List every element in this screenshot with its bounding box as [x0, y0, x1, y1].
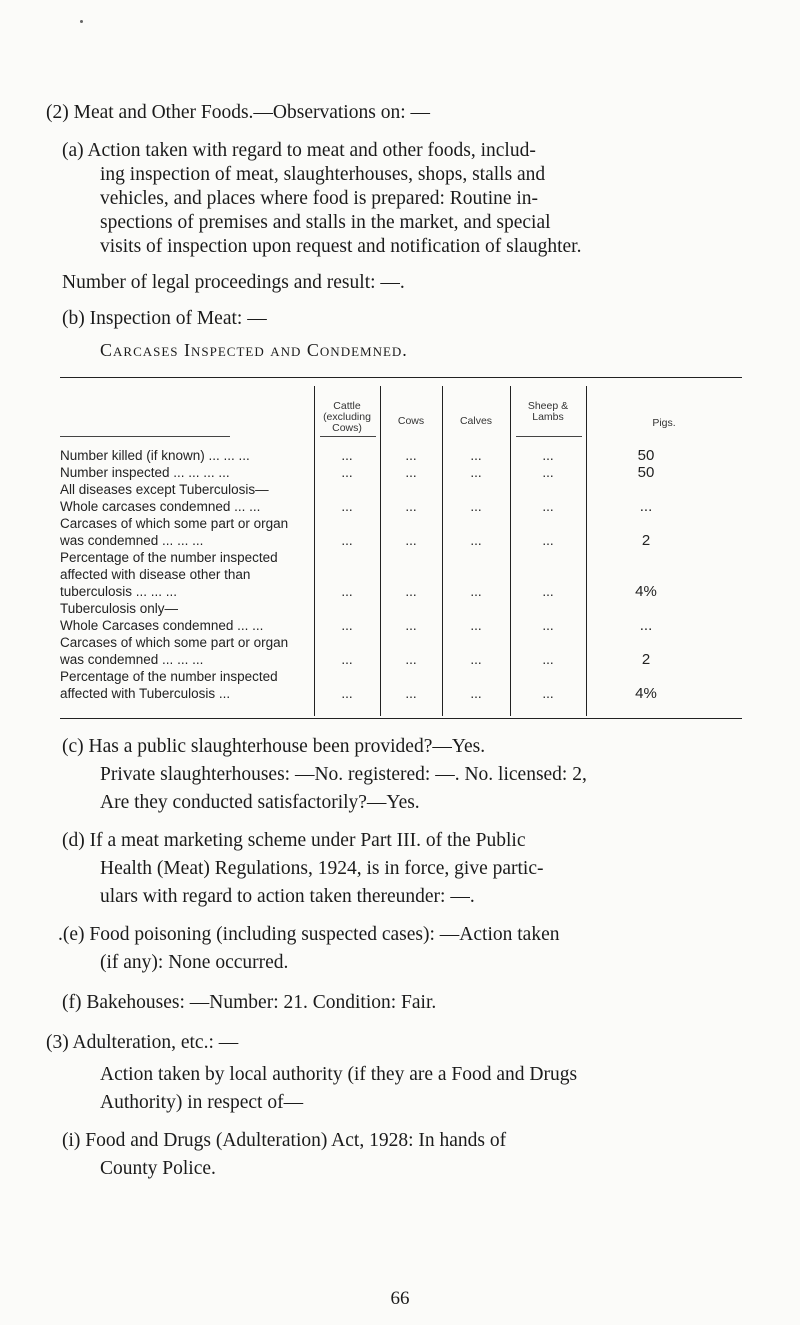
table-cell: ...	[470, 465, 482, 480]
table-cell: ...	[405, 533, 417, 548]
para-c-line-2: Private slaughterhouses: —No. registered: —. No. licensed: 2,	[100, 764, 587, 785]
table-cell: ...	[470, 448, 482, 463]
table-cell: ...	[542, 533, 554, 548]
table-cell: ...	[341, 465, 353, 480]
table-cell: ...	[542, 584, 554, 599]
table-cell: ...	[542, 465, 554, 480]
table-row-label: tuberculosis ... ... ...	[60, 584, 178, 599]
legal-proceedings: Number of legal proceedings and result: —.	[62, 272, 405, 293]
table-cell: ...	[470, 533, 482, 548]
table-cell: ...	[341, 499, 353, 514]
col-header-calves: Calves	[459, 415, 493, 427]
table-row-label: Whole carcases condemned ... ...	[60, 499, 261, 514]
table-bottom-rule	[60, 718, 742, 719]
table-title: Carcases Inspected and Condemned.	[100, 340, 408, 360]
para-d-line-1: (d) If a meat marketing scheme under Part III. of the Public	[62, 830, 526, 851]
para-c-line-3: Are they conducted satisfactorily?—Yes.	[100, 792, 420, 813]
col-header-sheep-lambs: Sheep & Lambs	[527, 400, 569, 423]
table-cell: ...	[542, 686, 554, 701]
para-a-line-1: (a) Action taken with regard to meat and other foods, includ-	[62, 140, 536, 161]
table-row-label: Whole Carcases condemned ... ...	[60, 618, 264, 633]
table-cell: ...	[341, 652, 353, 667]
col1-header-rule	[320, 436, 376, 437]
table-cell: ...	[639, 498, 653, 515]
para-a-line-3: vehicles, and places where food is prepared: Routine in-	[100, 188, 539, 209]
col4-header-rule	[516, 436, 582, 437]
col-divider-1	[314, 386, 315, 716]
col-divider-5	[586, 386, 587, 716]
table-row-label: Percentage of the number inspected	[60, 669, 278, 684]
table-cell: 4%	[635, 583, 657, 600]
table-cell: 4%	[635, 685, 657, 702]
table-cell: ...	[405, 618, 417, 633]
para-f: (f) Bakehouses: —Number: 21. Condition: Fair.	[62, 992, 437, 1013]
table-cell: ...	[470, 686, 482, 701]
table-row-label: was condemned ... ... ...	[60, 533, 204, 548]
col-header-pigs: Pigs.	[652, 417, 676, 429]
table-cell: ...	[470, 499, 482, 514]
table-cell: ...	[341, 533, 353, 548]
table-cell: 2	[641, 651, 651, 668]
table-cell: ...	[341, 686, 353, 701]
table-row-label: Percentage of the number inspected	[60, 550, 278, 565]
table-cell: 50	[637, 464, 655, 481]
table-row-label: All diseases except Tuberculosis—	[60, 482, 269, 497]
para-b-heading: (b) Inspection of Meat: —	[62, 308, 267, 329]
table-cell: ...	[405, 465, 417, 480]
section-3-line-1: Action taken by local authority (if they are a Food and Drugs	[100, 1064, 578, 1085]
para-a-line-2: ing inspection of meat, slaughterhouses, shops, stalls and	[100, 164, 546, 185]
page-number: 66	[390, 1288, 410, 1309]
para-d-line-3: ulars with regard to action taken thereunder: —.	[100, 886, 475, 907]
table-cell: ...	[405, 448, 417, 463]
table-cell: 2	[641, 532, 651, 549]
table-cell: ...	[470, 652, 482, 667]
table-row-label: affected with disease other than	[60, 567, 251, 582]
table-row-label: affected with Tuberculosis ...	[60, 686, 231, 701]
table-cell: ...	[470, 618, 482, 633]
table-cell: ...	[542, 499, 554, 514]
table-cell: ...	[341, 618, 353, 633]
table-cell: ...	[639, 617, 653, 634]
table-row-label: Carcases of which some part or organ	[60, 516, 289, 531]
para-e-line-1: .(e) Food poisoning (including suspected cases): —Action taken	[58, 924, 560, 945]
table-cell: ...	[542, 448, 554, 463]
table-cell: ...	[542, 618, 554, 633]
para-i-line-1: (i) Food and Drugs (Adulteration) Act, 1928: In hands of	[62, 1130, 507, 1151]
table-row-label: Number killed (if known) ... ... ...	[60, 448, 250, 463]
section-3-line-2: Authority) in respect of—	[100, 1092, 304, 1113]
table-row-label: Number inspected ... ... ... ...	[60, 465, 230, 480]
table-row-label: was condemned ... ... ...	[60, 652, 204, 667]
para-e-line-2: (if any): None occurred.	[100, 952, 289, 973]
table-row-label: Tuberculosis only—	[60, 601, 179, 616]
table-cell: ...	[405, 652, 417, 667]
para-a-line-5: visits of inspection upon request and notification of slaughter.	[100, 236, 582, 257]
para-d-line-2: Health (Meat) Regulations, 1924, is in force, give partic-	[100, 858, 544, 879]
para-c-line-1: (c) Has a public slaughterhouse been provided?—Yes.	[62, 736, 486, 757]
table-cell: 50	[637, 447, 655, 464]
section-2-heading: (2) Meat and Other Foods.—Observations on: —	[46, 102, 430, 123]
table-cell: ...	[405, 686, 417, 701]
table-cell: ...	[542, 652, 554, 667]
table-cell: ...	[341, 584, 353, 599]
table-cell: ...	[341, 448, 353, 463]
col-divider-3	[442, 386, 443, 716]
col-header-cattle: Cattle (excluding Cows)	[323, 400, 371, 434]
table-cell: ...	[405, 584, 417, 599]
para-a-line-4: spections of premises and stalls in the market, and special	[100, 212, 551, 233]
table-top-rule	[60, 377, 742, 378]
stub-rule	[60, 436, 230, 437]
table-cell: ...	[470, 584, 482, 599]
section-3-heading: (3) Adulteration, etc.: —	[46, 1032, 239, 1053]
col-divider-4	[510, 386, 511, 716]
table-cell: ...	[405, 499, 417, 514]
para-i-line-2: County Police.	[100, 1158, 216, 1179]
table-row-label: Carcases of which some part or organ	[60, 635, 289, 650]
col-header-cows: Cows	[397, 415, 425, 427]
scan-speck	[80, 20, 83, 23]
